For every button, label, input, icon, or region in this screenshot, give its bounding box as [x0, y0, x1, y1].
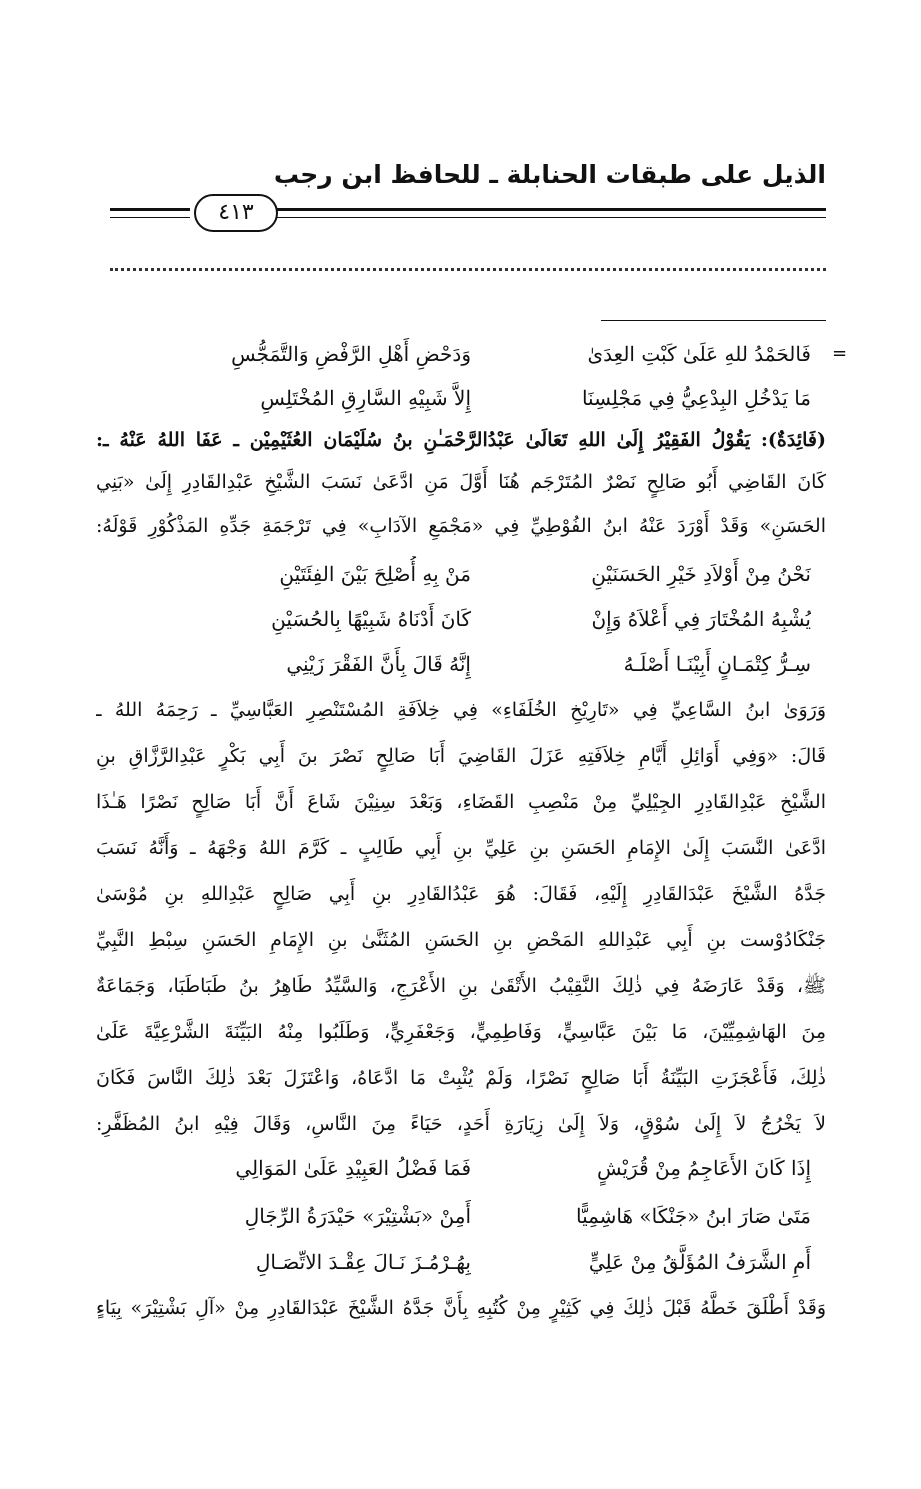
prose-line: كَانَ القَاضِي أَبُو صَالِحٍ نَصْرٌ المُتَرْجَم هُنَا أَوَّلَ مَنِ ادَّعَىٰ نَسَبَ الشَّيْخِ عَبْدِالقَادِرِ إِلَىٰ «بَنِي	[96, 471, 826, 493]
verse-hemistich-first: أَمِ الشَّرَفُ المُؤَلَّقُ مِنْ عَلِيٍّ	[588, 1250, 811, 1274]
header-rule-left	[110, 208, 190, 218]
verse-hemistich-second: فَمَا فَضْلُ العَبِيْدِ عَلَىٰ المَوَالِي	[235, 1156, 471, 1180]
footnote-continuation-rule	[601, 320, 826, 321]
verse-line	[171, 1244, 811, 1280]
verse-hemistich-second: مَنْ بِهِ أُصْلِحَ بَيْنَ الفِئَتَيْنِ	[279, 562, 471, 586]
verse-hemistich-first: فَالحَمْدُ للهِ عَلَىٰ كَبْتِ العِدَىٰ	[587, 342, 811, 366]
prose-line: وَرَوَىٰ ابنُ السَّاعِيِّ فِي «تَارِيْخِ الخُلَفَاءِ» فِي خِلاَفَةِ المُسْتَنْصِرِ العَبَّاسِيِّ ـ رَحِمَهُ اللهُ ـ	[96, 699, 826, 721]
verse-hemistich-first: نَحْنُ مِنْ أَوْلاَدِ خَيْرِ الحَسَنَيْنِ	[591, 562, 811, 586]
verse-hemistich-second: بِهُـرْمُـزَ نَـالَ عِقْـدَ الاتِّصَـالِ	[255, 1250, 471, 1274]
verse-hemistich-first: مَا يَدْخُلِ البِدْعِيُّ فِي مَجْلِسِنَا	[581, 386, 811, 410]
running-title: الذيل على طبقات الحنابلة ـ للحافظ ابن رجب	[273, 160, 826, 189]
verse-line	[171, 556, 811, 592]
verse-hemistich-first: إِذَا كَانَ الأَعَاجِمُ مِنْ قُرَيْشٍ	[596, 1156, 811, 1180]
prose-line: وَقَدْ أَطْلَقَ خَطَّهُ قَبْلَ ذٰلِكَ فِي كَثِيْرٍ مِنْ كُتُبِهِ بِأَنَّ جَدَّهُ الشَّيْخَ عَبْدَالقَادِرِ مِنْ «آلِ بَشْتِيْرَ» بِيَاءٍ	[96, 1297, 826, 1319]
prose-line: ﷺ، وَقَدْ عَارَضَهُ فِي ذٰلِكَ النَّقِيْبُ الأَتْقَىٰ بنِ الأَعْرَجِ، وَالسَّيِّدُ طَاهِرُ بنُ طَبَاطَبَا، وَجَمَاعَةٌ	[96, 975, 826, 997]
header-rule-right	[276, 208, 826, 218]
prose-line: مِنَ الهَاشِمِيِّيْنَ، مَا بَيْنَ عَبَّاسِيٍّ، وَفَاطِمِيٍّ، وَجَعْفَرِيٍّ، وَطَلَبُوا مِنْهُ البَيِّنَةَ الشَّرْعِيَّةَ عَلَىٰ	[96, 1021, 826, 1043]
prose-line: جَنْكَادُوْست بنِ أَبِي عَبْدِاللهِ المَحْضِ بنِ الحَسَنِ المُثَنَّىٰ بنِ الإِمَامِ الحَسَنِ سِبْطِ النَّبِيِّ	[96, 929, 826, 951]
verse-hemistich-first: مَتَىٰ صَارَ ابنُ «جَنْكَا» هَاشِمِيًّا	[575, 1204, 811, 1228]
prose-line: (فَائِدَةٌ): يَقُوْلُ الفَقِيْرُ إِلَىٰ اللهِ تَعَالَىٰ عَبْدُالرَّحْمَـٰنِ بنُ سُلَيْمَان العُثَيْمِيْن ـ عَفَا اللهُ عَنْهُ ـ:	[96, 429, 826, 451]
verse-hemistich-second: كَانَ أَدْنَاهُ شَبِيْهًا بِالحُسَيْنِ	[271, 607, 471, 631]
verse-line	[171, 1198, 811, 1234]
dotted-separator	[110, 268, 826, 271]
continuation-mark: =	[832, 343, 848, 364]
verse-line	[171, 380, 811, 416]
prose-line: ذٰلِكَ، فَأَعْجَزَتِ البَيِّنَةُ أَبَا صَالِحٍ نَصْرًا، وَلَمْ يُثْبِتْ مَا ادَّعَاهُ، وَاعْتَزَلَ بَعْدَ ذٰلِكَ النَّاسَ فَكَانَ	[96, 1067, 826, 1089]
prose-line: ادَّعَىٰ النَّسَبَ إِلَىٰ الإِمَامِ الحَسَنِ بنِ عَلِيِّ بنِ أَبِي طَالِبٍ ـ كَرَّمَ اللهُ وَجْهَهُ ـ وَأَنَّهُ نَسَبَ	[96, 837, 826, 859]
verse-hemistich-second: وَدَحْضِ أَهْلِ الرَّفْضِ وَالتَّمَجُّسِ	[231, 342, 471, 366]
verse-hemistich-second: إِلاَّ شَبِيْهِ السَّارِقِ المُخْتَلِسِ	[260, 386, 471, 410]
verse-hemistich-first: يُشْبِهُ المُخْتَارَ فِي أَعْلاَهُ وَإِنْ	[591, 607, 811, 631]
prose-line: الحَسَنِ» وَقَدْ أَوْرَدَ عَنْهُ ابنُ الفُوْطِيِّ فِي «مَجْمَعِ الآدَابِ» فِي تَرْجَمَةِ جَدِّهِ المَذْكُوْرِ قَوْلَهُ:	[96, 515, 826, 537]
prose-line: جَدَّهُ الشَّيْخَ عَبْدَالقَادِرِ إِلَيْهِ، فَقَالَ: هُوَ عَبْدُالقَادِرِ بنِ أَبِي صَالِحٍ عَبْدِاللهِ بنِ مُوْسَىٰ	[96, 883, 826, 905]
prose-line: الشَّيْخِ عَبْدِالقَادِرِ الجِيْلِيِّ مِنْ مَنْصِبِ القَضَاءِ، وَبَعْدَ سِنِيْنَ شَاعَ أَنَّ أَبَا صَالِحٍ نَصْرًا هَـٰذَا	[96, 791, 826, 813]
page-number: ٤١٣	[194, 194, 278, 232]
verse-line	[171, 336, 811, 372]
prose-line: لاَ يَخْرُجُ لاَ إِلَىٰ سُوْقٍ، وَلاَ إِلَىٰ زِيَارَةِ أَحَدٍ، حَيَاءً مِنَ النَّاسِ، وَقَالَ فِيْهِ ابنُ المُظَفَّرِ:	[96, 1113, 826, 1135]
verse-hemistich-first: سِـرُّ كِتْمَـانٍ أَبِيْنَـا أَصْلَـهُ	[623, 652, 811, 676]
verse-hemistich-second: إِنَّهُ قَالَ بِأَنَّ الفَقْرَ زَيْنِي	[286, 652, 471, 676]
verse-line	[171, 601, 811, 637]
verse-line	[171, 646, 811, 682]
verse-line	[171, 1150, 811, 1186]
prose-line: قَالَ: «وَفِي أَوَائِلِ أَيَّامِ خِلاَفَتِهِ عَزَلَ القَاضِيَ أَبَا صَالِحٍ نَصْرَ بنَ أَبِي بَكْرٍ عَبْدِالرَّزَّاقِ بنِ	[96, 745, 826, 767]
verse-hemistich-second: أَمِنْ «بَشْتِيْرَ» حَيْدَرَةُ الرِّجَالِ	[244, 1204, 471, 1228]
